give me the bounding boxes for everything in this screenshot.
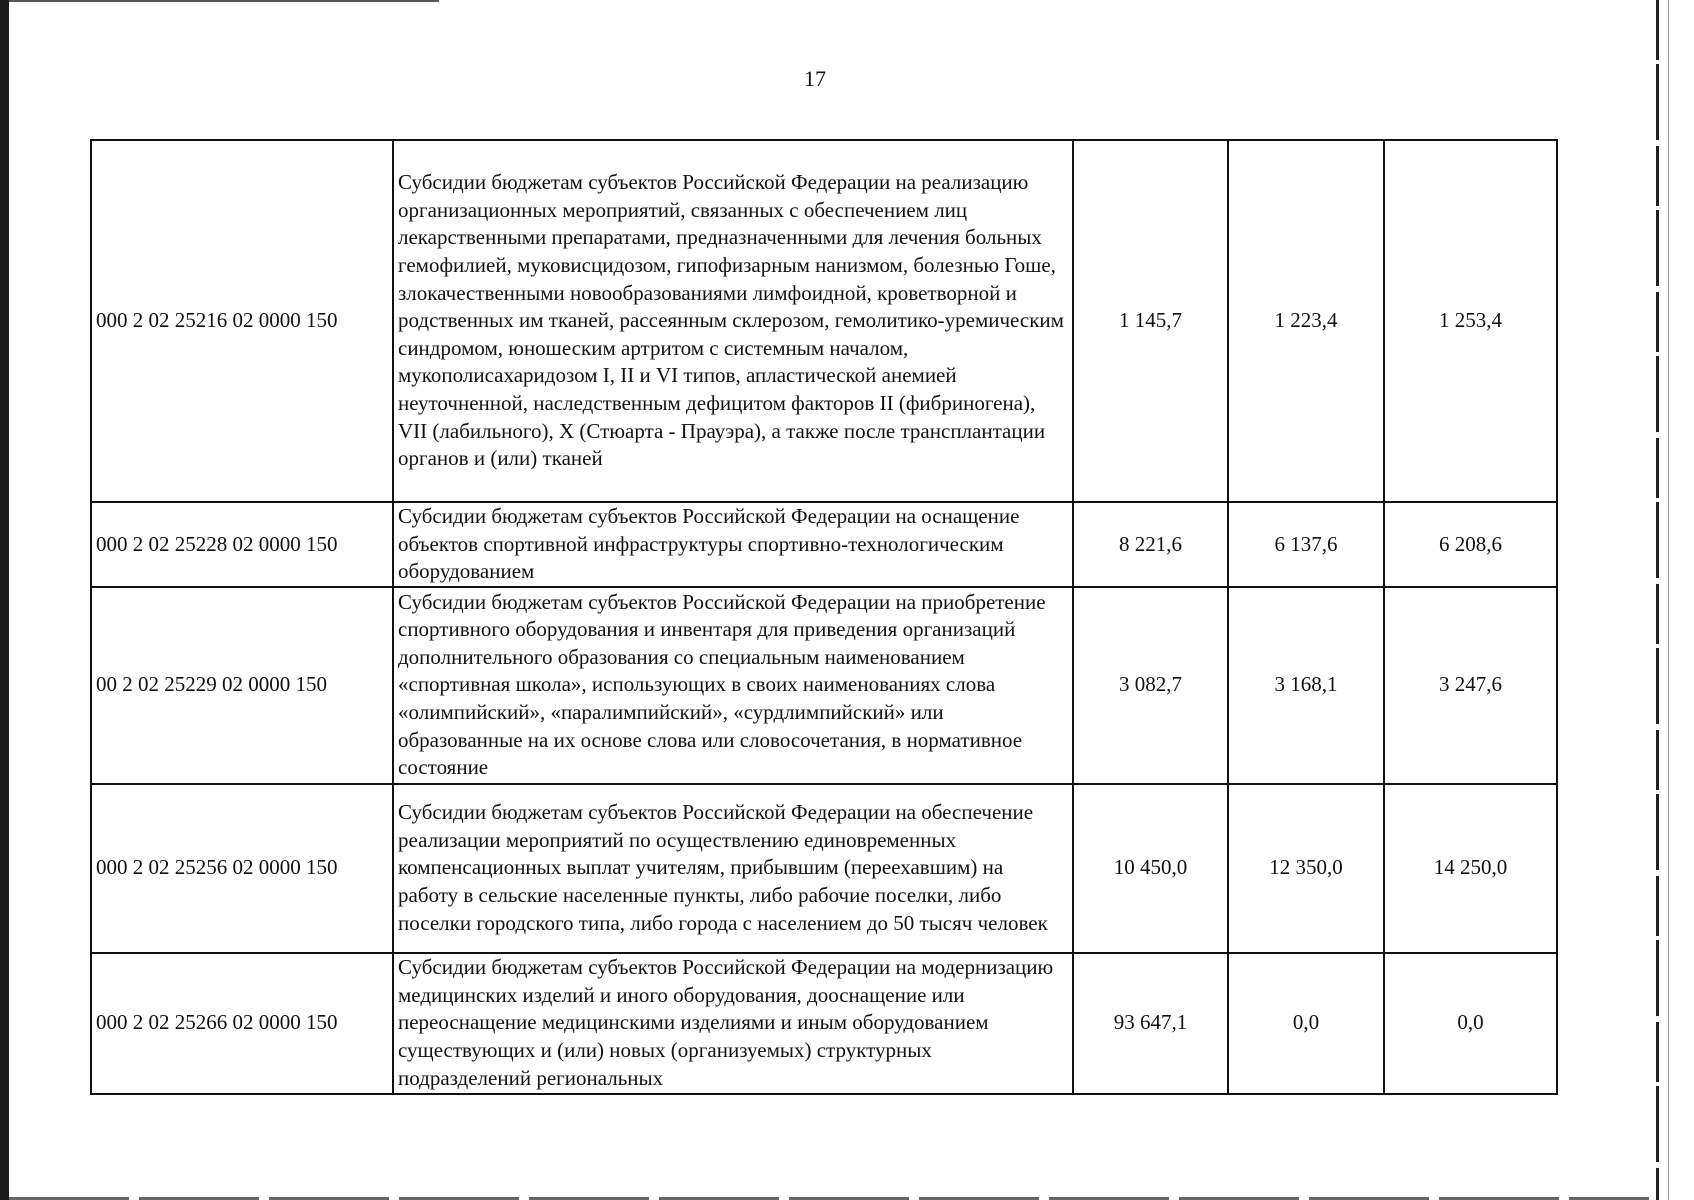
amount-year-1: 10 450,0 (1073, 784, 1228, 953)
description: Субсидии бюджетам субъектов Российской Федерации на приобретение спортивного оборудования и инвентаря для приведения организаций дополнительного образования со специальным наименованием «спортивная школа», использующих в своих наименованиях слова «олимпийский», «паралимпийский», «сурдлимпийский» или образованные на их основе слова или словосочетания, в нормативное состояние (393, 587, 1073, 784)
budget-code: 000 2 02 25266 02 0000 150 (91, 953, 393, 1094)
description: Субсидии бюджетам субъектов Российской Федерации на модернизацию медицинских изделий и иного оборудования, дооснащение или переоснащение медицинскими изделиями и иным оборудованием существующих и (или) новых (организуемых) структурных подразделений региональных (393, 953, 1073, 1094)
description: Субсидии бюджетам субъектов Российской Федерации на оснащение объектов спортивной инфраструктуры спортивно-технологическим оборудованием (393, 502, 1073, 587)
budget-code: 00 2 02 25229 02 0000 150 (91, 587, 393, 784)
amount-year-3: 6 208,6 (1384, 502, 1557, 587)
table-row (91, 587, 1557, 784)
amount-year-2: 3 168,1 (1228, 587, 1384, 784)
table-row (91, 784, 1557, 953)
description: Субсидии бюджетам субъектов Российской Федерации на реализацию организационных мероприятий, связанных с обеспечением лиц лекарственными препаратами, предназначенными для лечения больных гемофилией, муковисцидозом, гипофизарным нанизмом, болезнью Гоше, злокачественными новообразованиями лимфоидной, кроветворной и родственных им тканей, рассеянным склерозом, гемолитико-уремическим синдромом, юношеским артритом с системным началом, мукополисахаридозом I, II и VI типов, апластической анемией неуточненной, наследственным дефицитом факторов II (фибриногена), VII (лабильного), X (Стюарта - Прауэра), а также после трансплантации органов и (или) тканей (393, 140, 1073, 502)
amount-year-2: 6 137,6 (1228, 502, 1384, 587)
amount-year-1: 1 145,7 (1073, 140, 1228, 502)
description: Субсидии бюджетам субъектов Российской Федерации на обеспечение реализации мероприятий по осуществлению единовременных компенсационных выплат учителям, прибывшим (переехавшим) на работу в сельские населенные пункты, либо рабочие поселки, либо поселки городского типа, либо города с населением до 50 тысяч человек (393, 784, 1073, 953)
table-row (91, 140, 1557, 502)
amount-year-3: 14 250,0 (1384, 784, 1557, 953)
amount-year-3: 0,0 (1384, 953, 1557, 1094)
scan-top-line (9, 0, 439, 2)
page-number: 17 (804, 66, 826, 91)
amount-year-1: 3 082,7 (1073, 587, 1228, 784)
amount-year-2: 12 350,0 (1228, 784, 1384, 953)
amount-year-2: 0,0 (1228, 953, 1384, 1094)
budget-code: 000 2 02 25228 02 0000 150 (91, 502, 393, 587)
budget-code: 000 2 02 25256 02 0000 150 (91, 784, 393, 953)
budget-table (90, 139, 1558, 1095)
amount-year-2: 1 223,4 (1228, 140, 1384, 502)
table-row (91, 502, 1557, 587)
amount-year-3: 1 253,4 (1384, 140, 1557, 502)
table-row (91, 953, 1557, 1094)
scan-left-edge (0, 0, 9, 1200)
scan-right-line (1656, 0, 1659, 1200)
amount-year-3: 3 247,6 (1384, 587, 1557, 784)
scan-right-line-secondary (1668, 0, 1669, 1200)
amount-year-1: 8 221,6 (1073, 502, 1228, 587)
budget-code: 000 2 02 25216 02 0000 150 (91, 140, 393, 502)
amount-year-1: 93 647,1 (1073, 953, 1228, 1094)
